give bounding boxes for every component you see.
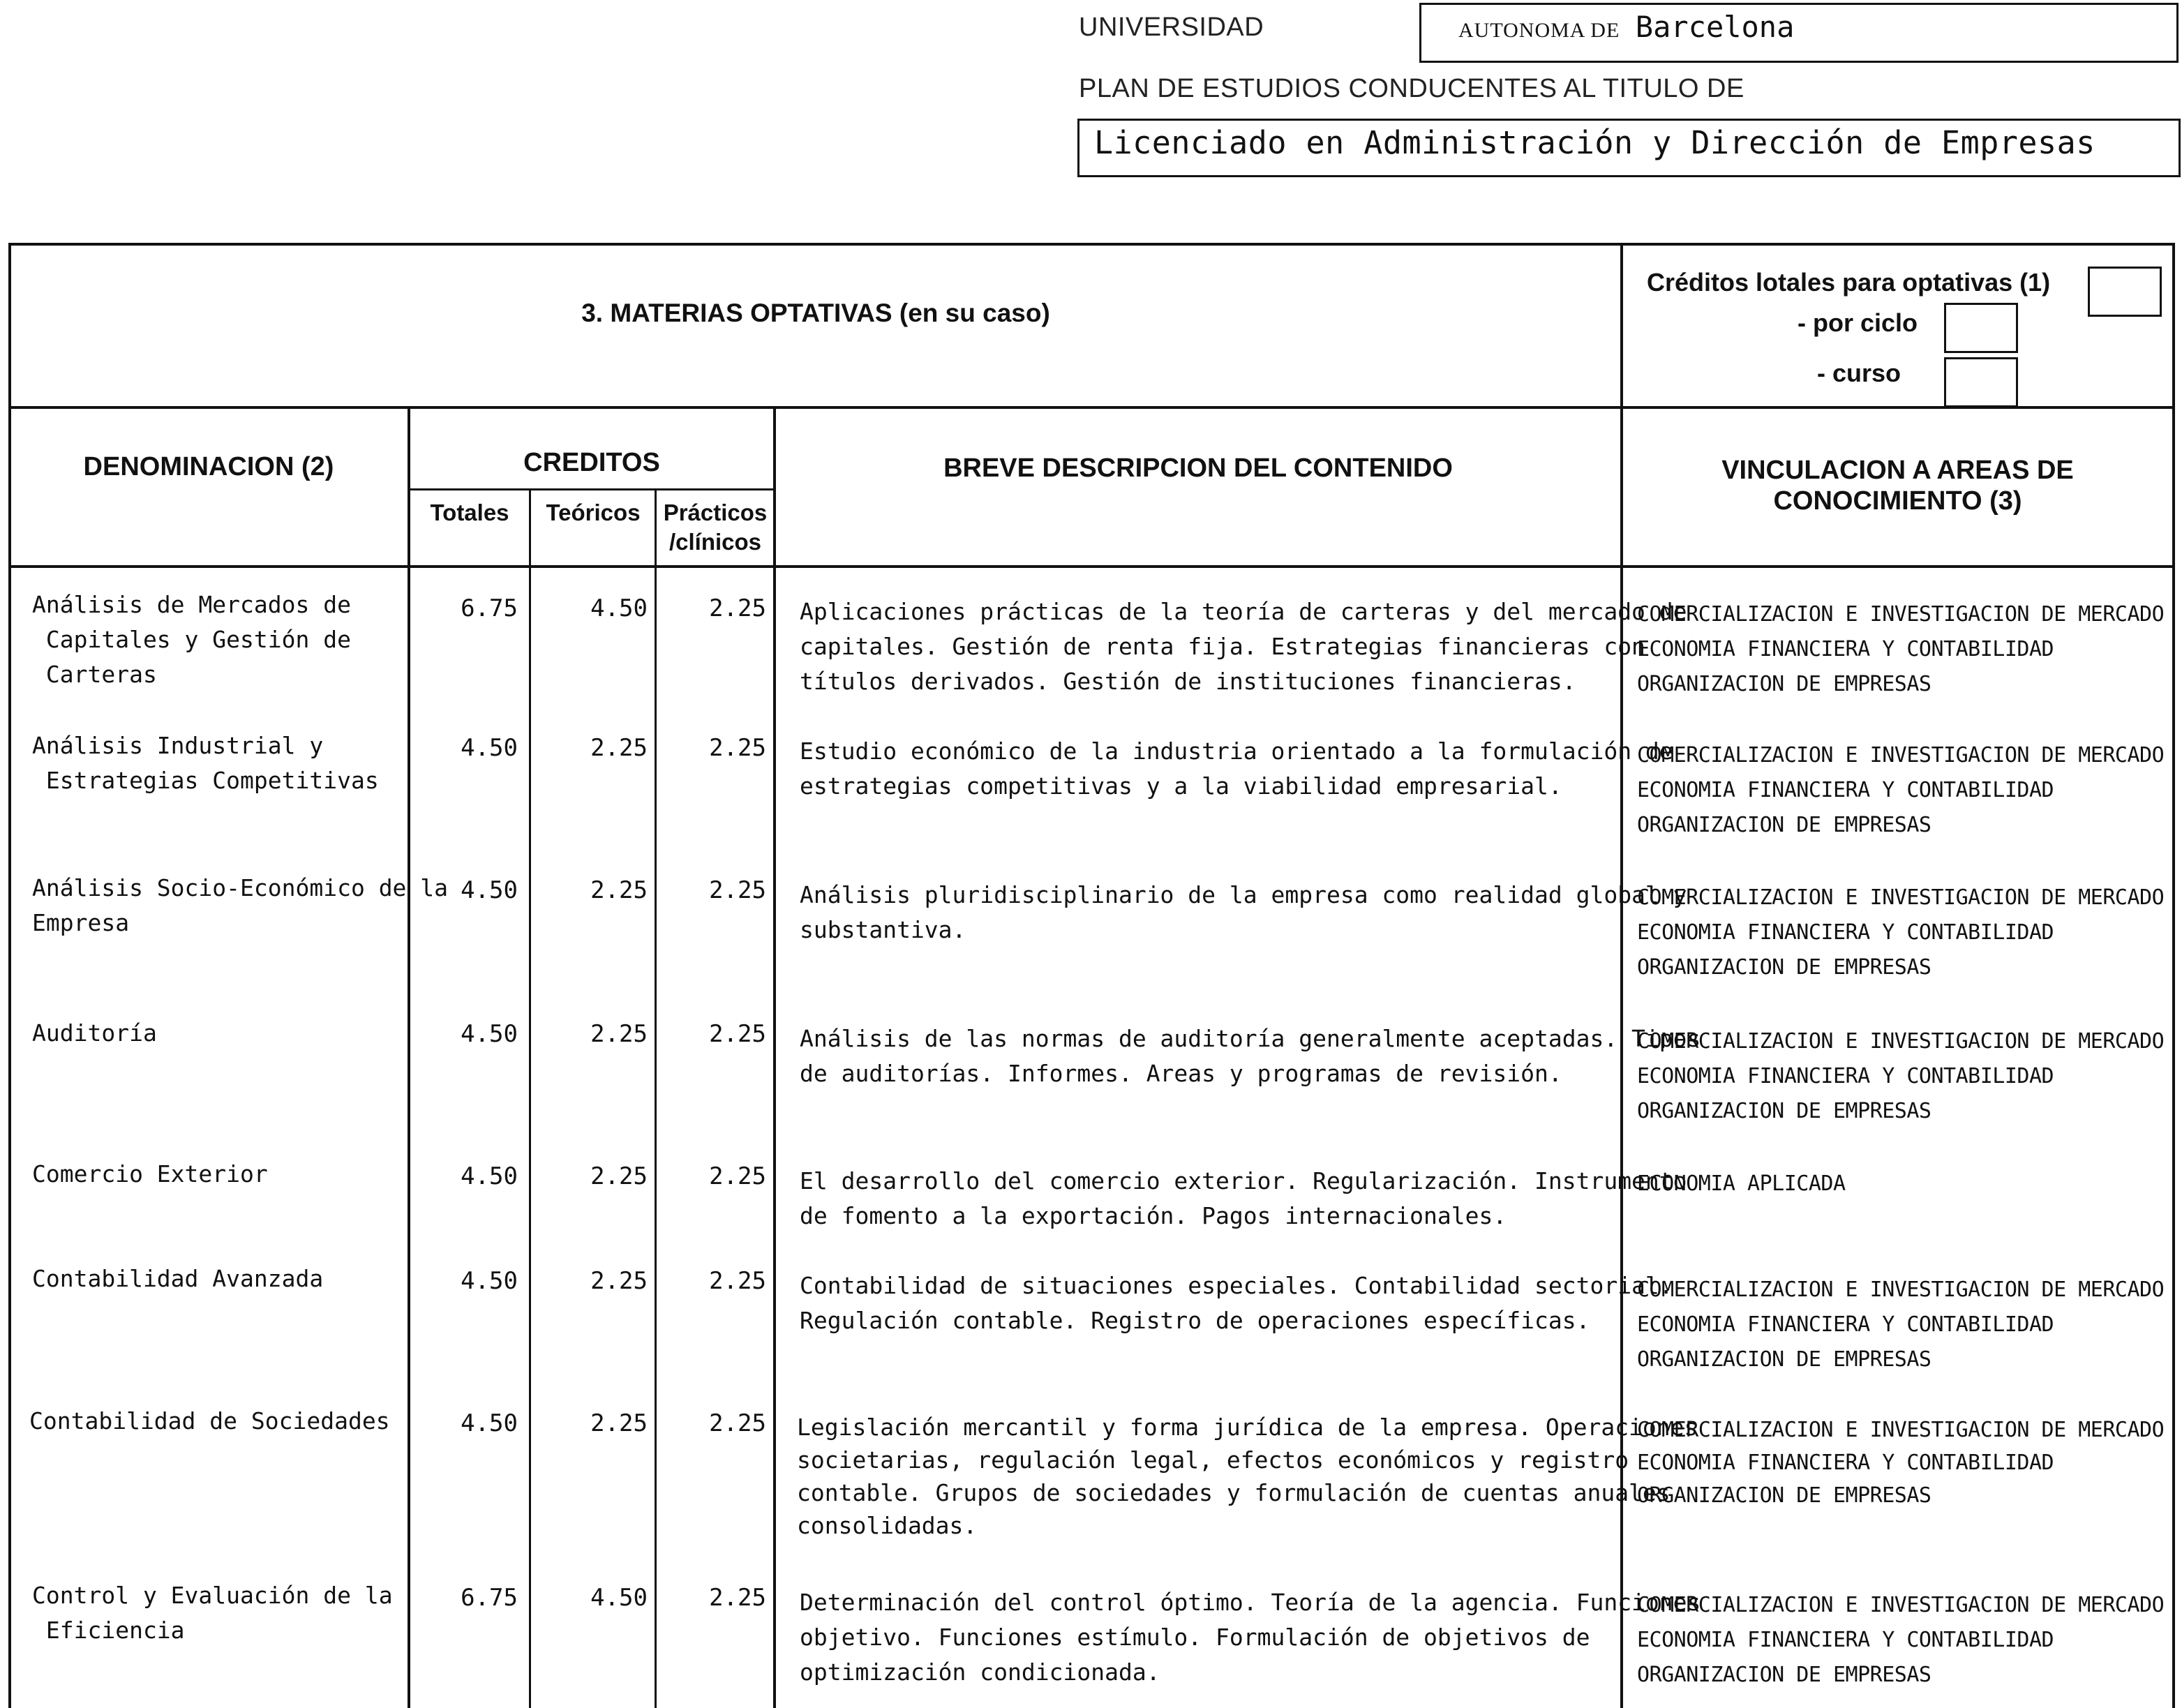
area-item: COMERCIALIZACION E INVESTIGACION DE MERCADO: [1637, 1418, 2165, 1442]
row-8-descripcion: Determinación del control óptimo. Teoría de la agencia. Funciones objetivo. Funciones estímulo. Formulación de objetivos de optimización condicionada.: [800, 1589, 1701, 1686]
teoricos-header: Teóricos: [546, 500, 641, 525]
row-5-denominacion: Comercio Exterior: [32, 1160, 268, 1188]
area-item: ORGANIZACION DE EMPRESAS: [1637, 1347, 1931, 1372]
area-item: ECONOMIA FINANCIERA Y CONTABILIDAD: [1637, 1312, 2054, 1337]
row-6-areas: [1637, 1273, 2164, 1377]
row-8-areas: [1637, 1588, 2164, 1693]
row-1-practicos: 2.25: [709, 594, 766, 622]
denominacion-column-divider: [408, 406, 410, 1708]
row-8-totales: 6.75: [461, 1584, 518, 1612]
row-1-denominacion: Análisis de Mercados de Capitales y Gestión de Carteras: [32, 591, 351, 688]
area-item: ECONOMIA FINANCIERA Y CONTABILIDAD: [1637, 1064, 2054, 1088]
area-item: ORGANIZACION DE EMPRESAS: [1637, 955, 1931, 980]
row-6-practicos: 2.25: [709, 1267, 766, 1295]
area-item: ORGANIZACION DE EMPRESAS: [1637, 672, 1931, 696]
row-2-teoricos: 2.25: [590, 734, 648, 762]
creditos-header: CREDITOS: [523, 448, 660, 477]
row-4-areas: [1637, 1024, 2164, 1129]
practicos-header-line2: /clínicos: [668, 529, 762, 555]
row-4-totales: 4.50: [461, 1020, 518, 1048]
creditos-totales-box: [2088, 267, 2162, 317]
por-ciclo-box: [1944, 303, 2018, 353]
row-1-teoricos: 4.50: [590, 594, 648, 622]
row-4-teoricos: 2.25: [590, 1020, 648, 1048]
row-1-totales: 6.75: [461, 594, 518, 622]
row-2-descripcion: Estudio económico de la industria orientado a la formulación de estrategias competitivas y a la viabilidad empresarial.: [800, 737, 1673, 800]
row-8-practicos: 2.25: [709, 1584, 766, 1612]
creditos-totales-label: Créditos lotales para optativas (1): [1647, 268, 2051, 297]
practicos-header-line1: Prácticos: [663, 500, 768, 525]
row-5-practicos: 2.25: [709, 1162, 766, 1190]
row-4-descripcion: Análisis de las normas de auditoría generalmente aceptadas. Tipos de auditorías. Informes. Areas y programas de revisión.: [800, 1025, 1701, 1087]
denominacion-header: DENOMINACION (2): [83, 452, 334, 481]
vinculacion-header-line1: VINCULACION A AREAS DE: [1721, 456, 2074, 485]
curso-label: - curso: [1817, 359, 1901, 387]
area-item: ORGANIZACION DE EMPRESAS: [1637, 1663, 1931, 1687]
row-3-totales: 4.50: [461, 876, 518, 904]
row-5-areas: [1637, 1167, 1846, 1201]
row-5-teoricos: 2.25: [590, 1162, 648, 1190]
table-right-border: [2172, 243, 2175, 1708]
row-6-descripcion: Contabilidad de situaciones especiales. Contabilidad sectorial. Regulación contable. Registro de operaciones específicas.: [800, 1272, 1673, 1334]
row-2-areas: [1637, 738, 2164, 843]
row-2-denominacion: Análisis Industrial y Estrategias Competitivas: [32, 732, 379, 794]
descripcion-header: BREVE DESCRIPCION DEL CONTENIDO: [943, 454, 1453, 483]
row-6-teoricos: 2.25: [590, 1267, 648, 1295]
area-item: COMERCIALIZACION E INVESTIGACION DE MERCADO: [1637, 602, 2165, 627]
row-5-descripcion: El desarrollo del comercio exterior. Regularización. Instrumento de fomento a la exportación. Pagos internacionales.: [800, 1167, 1687, 1229]
row-7-totales: 4.50: [461, 1409, 518, 1437]
row-6-denominacion: Contabilidad Avanzada: [32, 1265, 324, 1292]
row-5-totales: 4.50: [461, 1162, 518, 1190]
row-8-denominacion: Control y Evaluación de la Eficiencia: [32, 1582, 393, 1644]
row-3-descripcion: Análisis pluridisciplinario de la empresa como realidad global y substantiva.: [800, 881, 1687, 943]
practicos-header: [657, 498, 773, 557]
row-2-totales: 4.50: [461, 734, 518, 762]
totales-header: Totales: [430, 500, 509, 525]
area-item: ECONOMIA FINANCIERA Y CONTABILIDAD: [1637, 637, 2054, 661]
row-6-totales: 4.50: [461, 1267, 518, 1295]
row-2-practicos: 2.25: [709, 734, 766, 762]
area-item: ECONOMIA APLICADA: [1637, 1171, 1846, 1196]
descripcion-column-divider: [773, 406, 776, 1708]
row-7-denominacion: Contabilidad de Sociedades: [29, 1407, 390, 1434]
universidad-label: UNIVERSIDAD: [1079, 13, 1264, 42]
creditos-subheader-divider: [408, 488, 775, 490]
area-item: COMERCIALIZACION E INVESTIGACION DE MERCADO: [1637, 1029, 2165, 1054]
row-7-areas: [1637, 1414, 2164, 1512]
area-item: ECONOMIA FINANCIERA Y CONTABILIDAD: [1637, 920, 2054, 945]
universidad-prefix: AUTONOMA DE: [1458, 19, 1620, 42]
totales-column-divider: [529, 488, 531, 1708]
section-header-divider: [8, 406, 2175, 409]
row-3-practicos: 2.25: [709, 876, 766, 904]
vinculacion-header-line2: CONOCIMIENTO (3): [1773, 486, 2022, 516]
universidad-value: [1458, 10, 1794, 45]
row-7-teoricos: 2.25: [590, 1409, 648, 1437]
row-3-denominacion: Análisis Socio-Económico de la Empresa: [32, 874, 449, 936]
row-3-teoricos: 2.25: [590, 876, 648, 904]
area-item: COMERCIALIZACION E INVESTIGACION DE MERCADO: [1637, 1593, 2165, 1617]
table-top-border: [8, 243, 2175, 246]
row-7-descripcion: Legislación mercantil y forma jurídica de la empresa. Operaciones societarias, regulación legal, efectos económicos y registro contable. Grupos de sociedades y formulación de cuentas anuales consolidadas.: [797, 1414, 1698, 1539]
curso-box: [1944, 357, 2018, 407]
row-3-areas: [1637, 881, 2164, 985]
area-item: ECONOMIA FINANCIERA Y CONTABILIDAD: [1637, 1451, 2054, 1475]
section-title: 3. MATERIAS OPTATIVAS (en su caso): [581, 299, 1050, 327]
area-item: ORGANIZACION DE EMPRESAS: [1637, 1483, 1931, 1508]
area-item: COMERCIALIZACION E INVESTIGACION DE MERCADO: [1637, 1278, 2165, 1302]
row-4-practicos: 2.25: [709, 1020, 766, 1048]
titulo-value: Licenciado en Administración y Dirección de Empresas: [1094, 124, 2095, 161]
area-item: COMERCIALIZACION E INVESTIGACION DE MERCADO: [1637, 885, 2165, 910]
area-item: COMERCIALIZACION E INVESTIGACION DE MERCADO: [1637, 743, 2165, 767]
row-7-practicos: 2.25: [709, 1409, 766, 1437]
teoricos-column-divider: [655, 488, 657, 1708]
area-item: ECONOMIA FINANCIERA Y CONTABILIDAD: [1637, 778, 2054, 802]
column-header-divider: [8, 565, 2175, 568]
row-4-denominacion: Auditoría: [32, 1019, 157, 1047]
row-1-areas: [1637, 597, 2164, 702]
universidad-name: Barcelona: [1635, 10, 1795, 44]
area-item: ECONOMIA FINANCIERA Y CONTABILIDAD: [1637, 1628, 2054, 1652]
por-ciclo-label: - por ciclo: [1798, 308, 1918, 337]
vinculacion-header: [1623, 455, 2172, 516]
row-1-descripcion: Aplicaciones prácticas de la teoría de carteras y del mercado de capitales. Gestión de renta fija. Estrategias financieras con títulos derivados. Gestión de instituciones financieras.: [800, 598, 1687, 695]
row-8-teoricos: 4.50: [590, 1584, 648, 1612]
area-item: ORGANIZACION DE EMPRESAS: [1637, 813, 1931, 837]
plan-label: PLAN DE ESTUDIOS CONDUCENTES AL TITULO DE: [1079, 74, 1744, 103]
area-item: ORGANIZACION DE EMPRESAS: [1637, 1099, 1931, 1123]
